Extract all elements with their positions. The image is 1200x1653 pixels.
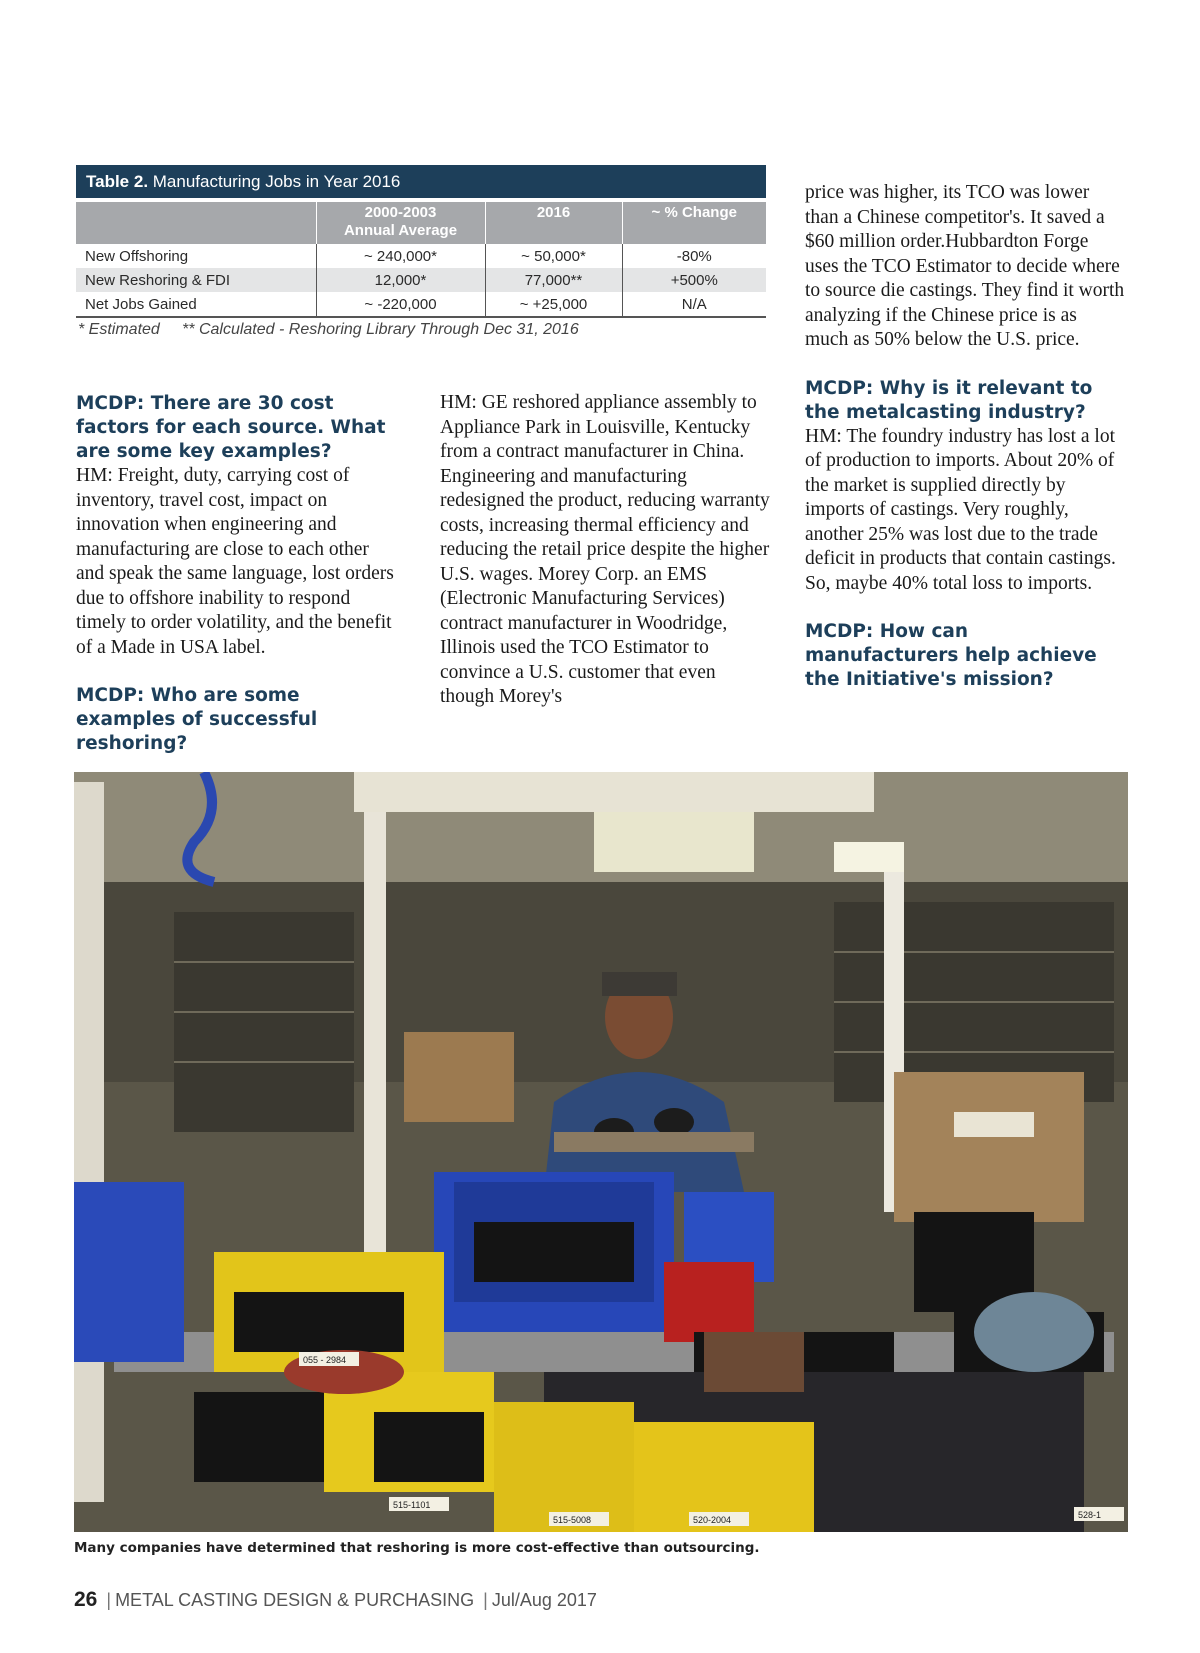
interview-answer: HM: Freight, duty, carrying cost of inventory, travel cost, impact on innovation when engineering and manufacturing are close to each other and speak the same language, lost orders due to offshore inability to respond timely to order volatility, and the benefit of a Made in USA label. — [76, 465, 394, 658]
page-number: 26 — [74, 1588, 98, 1611]
footer-separator: | — [483, 1590, 488, 1610]
table-cell: +500% — [622, 268, 766, 292]
table-cell: Net Jobs Gained — [76, 292, 316, 317]
table-cell: 12,000* — [316, 268, 485, 292]
table-header-cell: 2016 — [485, 202, 622, 244]
table-footnote — [76, 321, 766, 339]
table-header-cell: ~ % Change — [622, 202, 766, 244]
table-cell: ~ +25,000 — [485, 292, 622, 317]
bin-label: 515-5008 — [553, 1515, 592, 1525]
interview-question: MCDP: There are 30 cost factors for each source. What are some key examples? — [76, 393, 386, 462]
interview-question: MCDP: Who are some examples of successful reshoring? — [76, 685, 318, 754]
footnote-estimated: * Estimated — [78, 321, 160, 338]
table-header-cell: 2000-2003 Annual Average — [316, 202, 485, 244]
interview-answer: HM: GE reshored appliance assembly to Appliance Park in Louisville, Kentucky from a contract manufacturer in China. Engineering and manufacturing redesigned the product, reducing warranty costs, increasing thermal efficiency and reducing the retail price despite the higher U.S. wages. Morey Corp. an EMS (Electronic Manufacturing Services) contract manufacturer in Woodridge, Illinois used the TCO Estimator to convince a U.S. customer that even though Morey's — [440, 392, 770, 707]
table-cell: ~ -220,000 — [316, 292, 485, 317]
table-row — [76, 268, 766, 292]
table-row — [76, 292, 766, 317]
table-header-row — [76, 202, 766, 244]
table-cell: N/A — [622, 292, 766, 317]
text-column-2 — [440, 391, 770, 710]
table-title — [76, 165, 766, 198]
interview-answer: price was higher, its TCO was lower than a Chinese competitor's. It saved a $60 million order.Hubbardton Forge uses the TCO Estimator to decide where to source die castings. They find it worth analyzing if the Chinese price is as much as 50% below the U.S. price. — [805, 182, 1125, 350]
interview-answer: HM: The foundry industry has lost a lot of production to imports. About 20% of the market is supplied directly by imports of castings. Very roughly, another 25% was lost due to the trade deficit in products that contain castings. So, maybe 40% total loss to imports. — [805, 425, 1116, 594]
bin-label: 528-1 — [1078, 1510, 1102, 1520]
interview-question: MCDP: Why is it relevant to the metalcasting industry? — [805, 377, 1093, 423]
bin-label: 520-2004 — [693, 1515, 732, 1525]
table-title-label: Table 2. — [86, 172, 149, 191]
text-column-1 — [76, 392, 396, 756]
page-footer — [74, 1588, 597, 1612]
table-row — [76, 244, 766, 268]
jobs-table — [76, 202, 766, 318]
bin-label: 515-1101 — [393, 1500, 431, 1510]
issue-date: Jul/Aug 2017 — [491, 1590, 597, 1610]
interview-question: MCDP: How can manufacturers help achieve the Initiative's mission? — [805, 621, 1097, 690]
table-cell: ~ 50,000* — [485, 244, 622, 268]
table-cell: 77,000** — [485, 268, 622, 292]
text-column-3 — [805, 181, 1125, 692]
table-cell: -80% — [676, 247, 712, 265]
table-cell: ~ 240,000* — [316, 244, 485, 268]
factory-photo — [74, 772, 1128, 1532]
footer-separator: | — [106, 1590, 112, 1610]
publication-name: METAL CASTING DESIGN & PURCHASING — [115, 1590, 475, 1610]
footnote-calculated: ** Calculated - Reshoring Library Through Dec 31, 2016 — [182, 321, 579, 338]
table-title-text: Manufacturing Jobs in Year 2016 — [148, 172, 401, 191]
jobs-table-block — [76, 165, 766, 339]
table-cell: New Offshoring — [76, 244, 316, 268]
bin-label: 055 - 2984 — [303, 1355, 347, 1365]
photo-caption: Many companies have determined that reshoring is more cost-effective than outsourcing. — [74, 1540, 760, 1556]
table-header-cell — [76, 202, 316, 244]
table-cell: New Reshoring & FDI — [76, 268, 316, 292]
